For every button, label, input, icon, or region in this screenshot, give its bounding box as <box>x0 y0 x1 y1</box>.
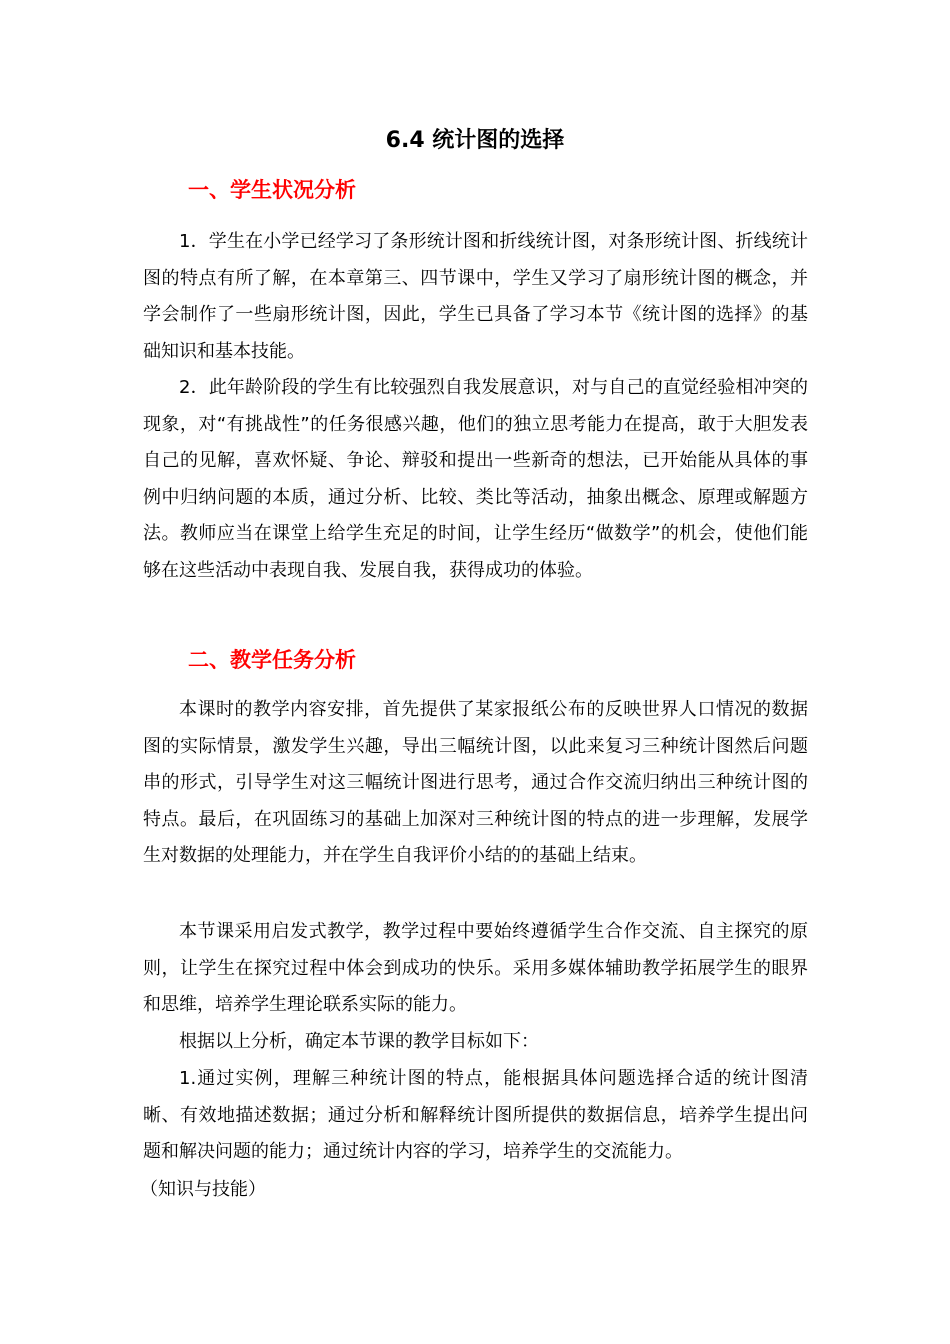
paragraph-teaching-goal-1: 1.通过实例，理解三种统计图的特点，能根据具体问题选择合适的统计图清晰、有效地描述数据；通过分析和解释统计图所提供的数据信息，培养学生提出问题和解决问题的能力；通过统计内容的学习，培养学生的交流能力。 <box>143 1068 808 1162</box>
paragraph-task-analysis-1: 本课时的教学内容安排，首先提供了某家报纸公布的反映世界人口情况的数据图的实际情景，激发学生兴趣，导出三幅统计图，以此来复习三种统计图然后问题串的形式，引导学生对这三幅统计图进行思考，通过合作交流归纳出三种统计图的特点。最后，在巩固练习的基础上加深对三种统计图的特点的进一步理解，发展学生对数据的处理能力，并在学生自我评价小结的的基础上结束。 <box>143 699 808 866</box>
paragraph-task-analysis-3: 根据以上分析，确定本节课的教学目标如下： <box>179 1031 539 1052</box>
paragraph-student-analysis-2: 2．此年龄阶段的学生有比较强烈自我发展意识，对与自己的直觉经验相冲突的现象，对“有挑战性”的任务很感兴趣，他们的独立思考能力在提高，敢于大胆发表自己的见解，喜欢怀疑、争论、辩驳和提出一些新奇的想法，已开始能从具体的事例中归纳问题的本质，通过分析、比较、类比等活动，抽象出概念、原理或解题方法。教师应当在课堂上给学生充足的时间，让学生经历“做数学”的机会，使他们能够在这些活动中表现自我、发展自我，获得成功的体验。 <box>143 377 808 581</box>
paragraph-task-analysis-2: 本节课采用启发式教学，教学过程中要始终遵循学生合作交流、自主探究的原则，让学生在探究过程中体会到成功的快乐。采用多媒体辅助教学拓展学生的眼界和思维，培养学生理论联系实际的能力。 <box>143 921 808 1015</box>
section-heading-student-analysis: 一、学生状况分析 <box>188 178 356 202</box>
paragraph-goal-category: （知识与技能） <box>140 1179 266 1200</box>
document-title: 6.4 统计图的选择 <box>385 128 565 153</box>
paragraph-student-analysis-1: 1．学生在小学已经学习了条形统计图和折线统计图，对条形统计图、折线统计图的特点有所了解，在本章第三、四节课中，学生又学习了扇形统计图的概念，并学会制作了一些扇形统计图，因此，学生已具备了学习本节《统计图的选择》的基础知识和基本技能。 <box>143 231 808 362</box>
section-heading-task-analysis: 二、教学任务分析 <box>188 648 356 672</box>
